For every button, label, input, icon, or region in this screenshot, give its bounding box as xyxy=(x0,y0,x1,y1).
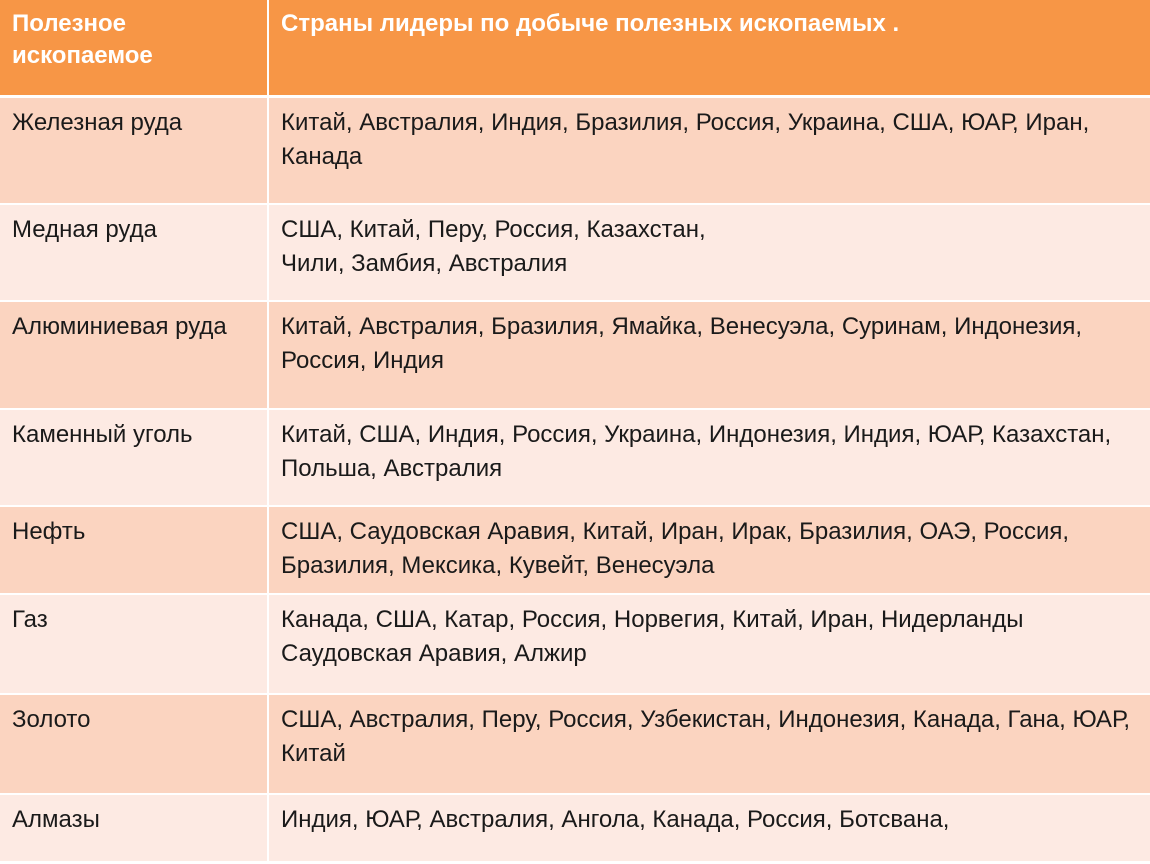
table-row xyxy=(0,96,1150,204)
mineral-cell: Алюминиевая руда xyxy=(0,301,268,409)
header-countries: Страны лидеры по добыче полезных ископаемых . xyxy=(268,0,1150,96)
mineral-cell: Медная руда xyxy=(0,204,268,301)
mineral-cell: Железная руда xyxy=(0,96,268,204)
countries-cell: Индия, ЮАР, Австралия, Ангола, Канада, Россия, Ботсвана, xyxy=(268,794,1150,862)
table-header xyxy=(0,0,1150,96)
countries-cell: Китай, Австралия, Индия, Бразилия, Россия, Украина, США, ЮАР, Иран, Канада xyxy=(268,96,1150,204)
countries-cell: Китай, США, Индия, Россия, Украина, Индонезия, Индия, ЮАР, Казахстан, Польша, Австралия xyxy=(268,409,1150,506)
countries-cell xyxy=(268,204,1150,301)
table-row xyxy=(0,694,1150,794)
mineral-cell: Нефть xyxy=(0,506,268,594)
table-row xyxy=(0,594,1150,694)
mineral-cell: Золото xyxy=(0,694,268,794)
table-row xyxy=(0,794,1150,862)
mineral-cell: Каменный уголь xyxy=(0,409,268,506)
countries-cell: США, Австралия, Перу, Россия, Узбекистан, Индонезия, Канада, Гана, ЮАР, Китай xyxy=(268,694,1150,794)
mineral-cell: Алмазы xyxy=(0,794,268,862)
countries-cell xyxy=(268,506,1150,594)
countries-line: США, Китай, Перу, Россия, Казахстан, Чили, Замбия, Австралия xyxy=(281,216,706,277)
table-row xyxy=(0,506,1150,594)
table-row xyxy=(0,301,1150,409)
countries-line: США, Саудовская Аравия, Китай, Иран, Ирак, Бразилия, ОАЭ, Россия, Бразилия, Мексика, Кувейт, Венесуэла xyxy=(281,518,1070,579)
mineral-cell: Газ xyxy=(0,594,268,694)
countries-cell: Канада, США, Катар, Россия, Норвегия, Китай, Иран, Нидерланды Саудовская Аравия, Алжир xyxy=(268,594,1150,694)
countries-cell: Китай, Австралия, Бразилия, Ямайка, Венесуэла, Суринам, Индонезия, Россия, Индия xyxy=(268,301,1150,409)
table-row xyxy=(0,409,1150,506)
table-row xyxy=(0,204,1150,301)
header-mineral: Полезное ископаемое xyxy=(0,0,268,96)
header-row xyxy=(0,0,1150,96)
table-body xyxy=(0,96,1150,862)
